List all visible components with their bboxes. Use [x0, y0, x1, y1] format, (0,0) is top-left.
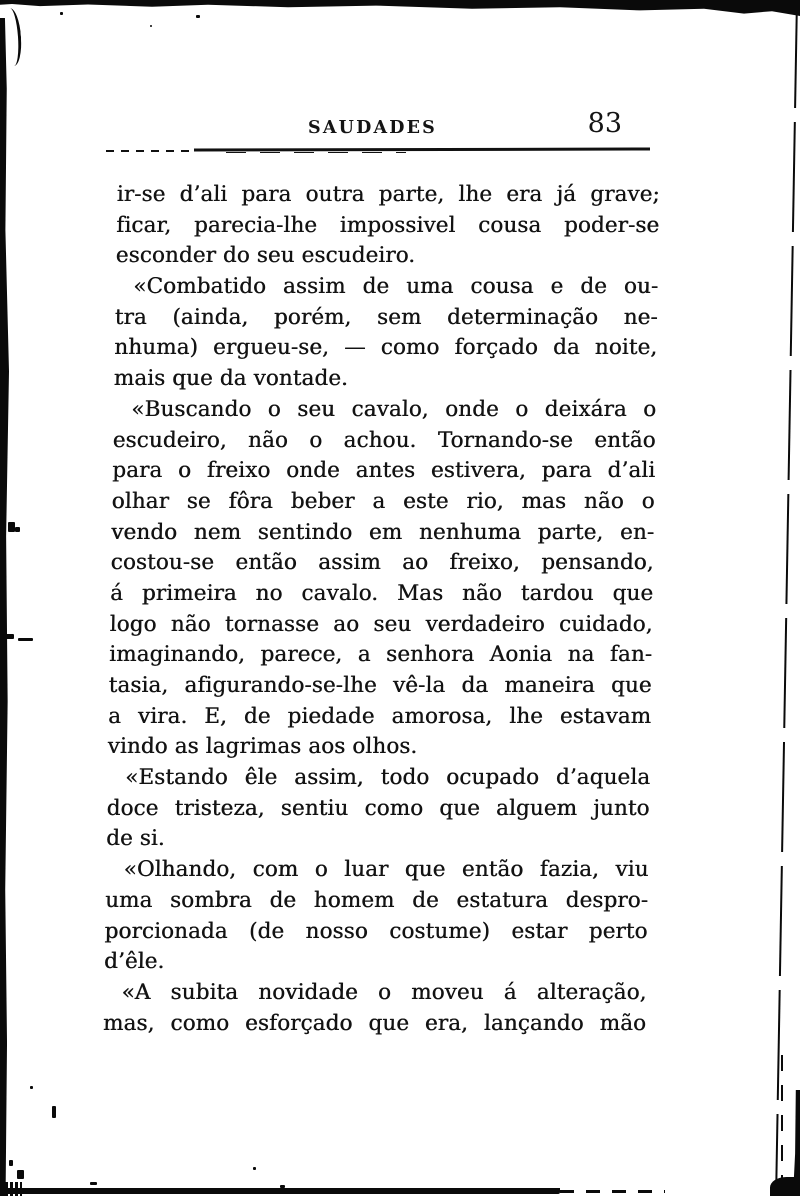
- text-line: vendo nem sentindo em nenhuma parte, en-: [110, 519, 655, 545]
- text-line: ficar, parecia-lhe impossivel cousa poder-se: [116, 212, 660, 238]
- header-rule-dashes: [106, 150, 196, 152]
- scan-corner-blob: [770, 1177, 800, 1196]
- ink-speck: [6, 634, 14, 639]
- ink-speck: [253, 1167, 256, 1170]
- text-line: uma sombra de homem de estatura despro-: [104, 887, 649, 913]
- ink-speck: [17, 1170, 24, 1179]
- text-line: doce tristeza, sentiu como que alguem junto: [106, 795, 650, 821]
- text-line: «Buscando o seu cavalo, onde o deixára o: [130, 396, 657, 422]
- ink-speck: [8, 522, 15, 532]
- scan-border-bottom-dashes: [560, 1190, 665, 1193]
- text-line: logo não tornasse ao seu verdadeiro cuidado,: [109, 611, 653, 637]
- ink-speck: [196, 15, 200, 18]
- text-line: d’êle.: [103, 949, 165, 975]
- ink-speck: [30, 1086, 33, 1089]
- text-line: tasia, afigurando-se-lhe vê-la da maneira que: [108, 673, 652, 698]
- ink-speck: [90, 1182, 97, 1185]
- header-rule-echo: [226, 152, 406, 153]
- header-rule-line: [194, 148, 650, 152]
- running-title: SAUDADES: [308, 118, 437, 138]
- text-line: mais que da vontade.: [113, 366, 349, 392]
- text-line: á primeira no cavalo. Mas não tardou que: [109, 580, 654, 606]
- text-line: nhuma) ergueu-se, — como forçado da noite,: [114, 335, 658, 361]
- ink-speck: [60, 12, 63, 15]
- text-line: costou-se então assim ao freixo, pensando,: [110, 550, 654, 576]
- text-line: mas, como esforçado que era, lançando mão: [102, 1010, 647, 1036]
- scan-border-left: [0, 18, 9, 1196]
- text-line: porcionada (de nosso costume) estar perto: [104, 918, 648, 944]
- text-line: imaginando, parece, a senhora Aonia na fan-: [108, 642, 653, 668]
- scan-border-top: [0, 0, 800, 16]
- scan-border-right: [775, 0, 798, 1196]
- text-line: «Olhando, com o luar que então fazia, viu: [123, 857, 649, 883]
- text-line: esconder do seu escudeiro.: [115, 243, 416, 269]
- text-line: «Estando êle assim, todo ocupado d’aquela: [124, 765, 651, 791]
- scan-border-bottom: [0, 1188, 560, 1194]
- text-line: tra (ainda, porém, sem determinação ne-: [114, 304, 658, 330]
- text-line: «Combatido assim de uma cousa e de ou-: [133, 274, 659, 300]
- scan-mark-curve: [6, 8, 23, 67]
- page-header: [115, 108, 658, 148]
- text-line: «A subita novidade o moveu á alteração,: [121, 979, 647, 1005]
- ink-speck: [18, 638, 33, 641]
- ink-speck: [280, 1185, 285, 1188]
- text-line: ir-se d’ali para outra parte, lhe era já grave;: [116, 182, 660, 207]
- text-line: para o freixo onde antes estivera, para d’ali: [111, 458, 656, 484]
- scan-border-right-secondary: [781, 1055, 783, 1196]
- text-block: [103, 180, 660, 1039]
- ink-speck: [150, 25, 152, 27]
- text-line: olhar se fôra beber a este rio, mas não o: [111, 488, 655, 514]
- text-line: vindo as lagrimas aos olhos.: [107, 734, 418, 760]
- header-rule: [106, 147, 650, 153]
- page-number: 83: [587, 108, 622, 139]
- ink-speck: [15, 527, 20, 532]
- text-line: escudeiro, não o achou. Tornando-se então: [112, 427, 656, 453]
- text-line: de si.: [105, 826, 165, 852]
- ink-speck: [52, 1106, 56, 1118]
- text-line: a vira. E, de piedade amorosa, lhe estavam: [107, 703, 652, 729]
- scan-border-bottom-ticks: [0, 1182, 22, 1196]
- ink-speck: [9, 1160, 13, 1166]
